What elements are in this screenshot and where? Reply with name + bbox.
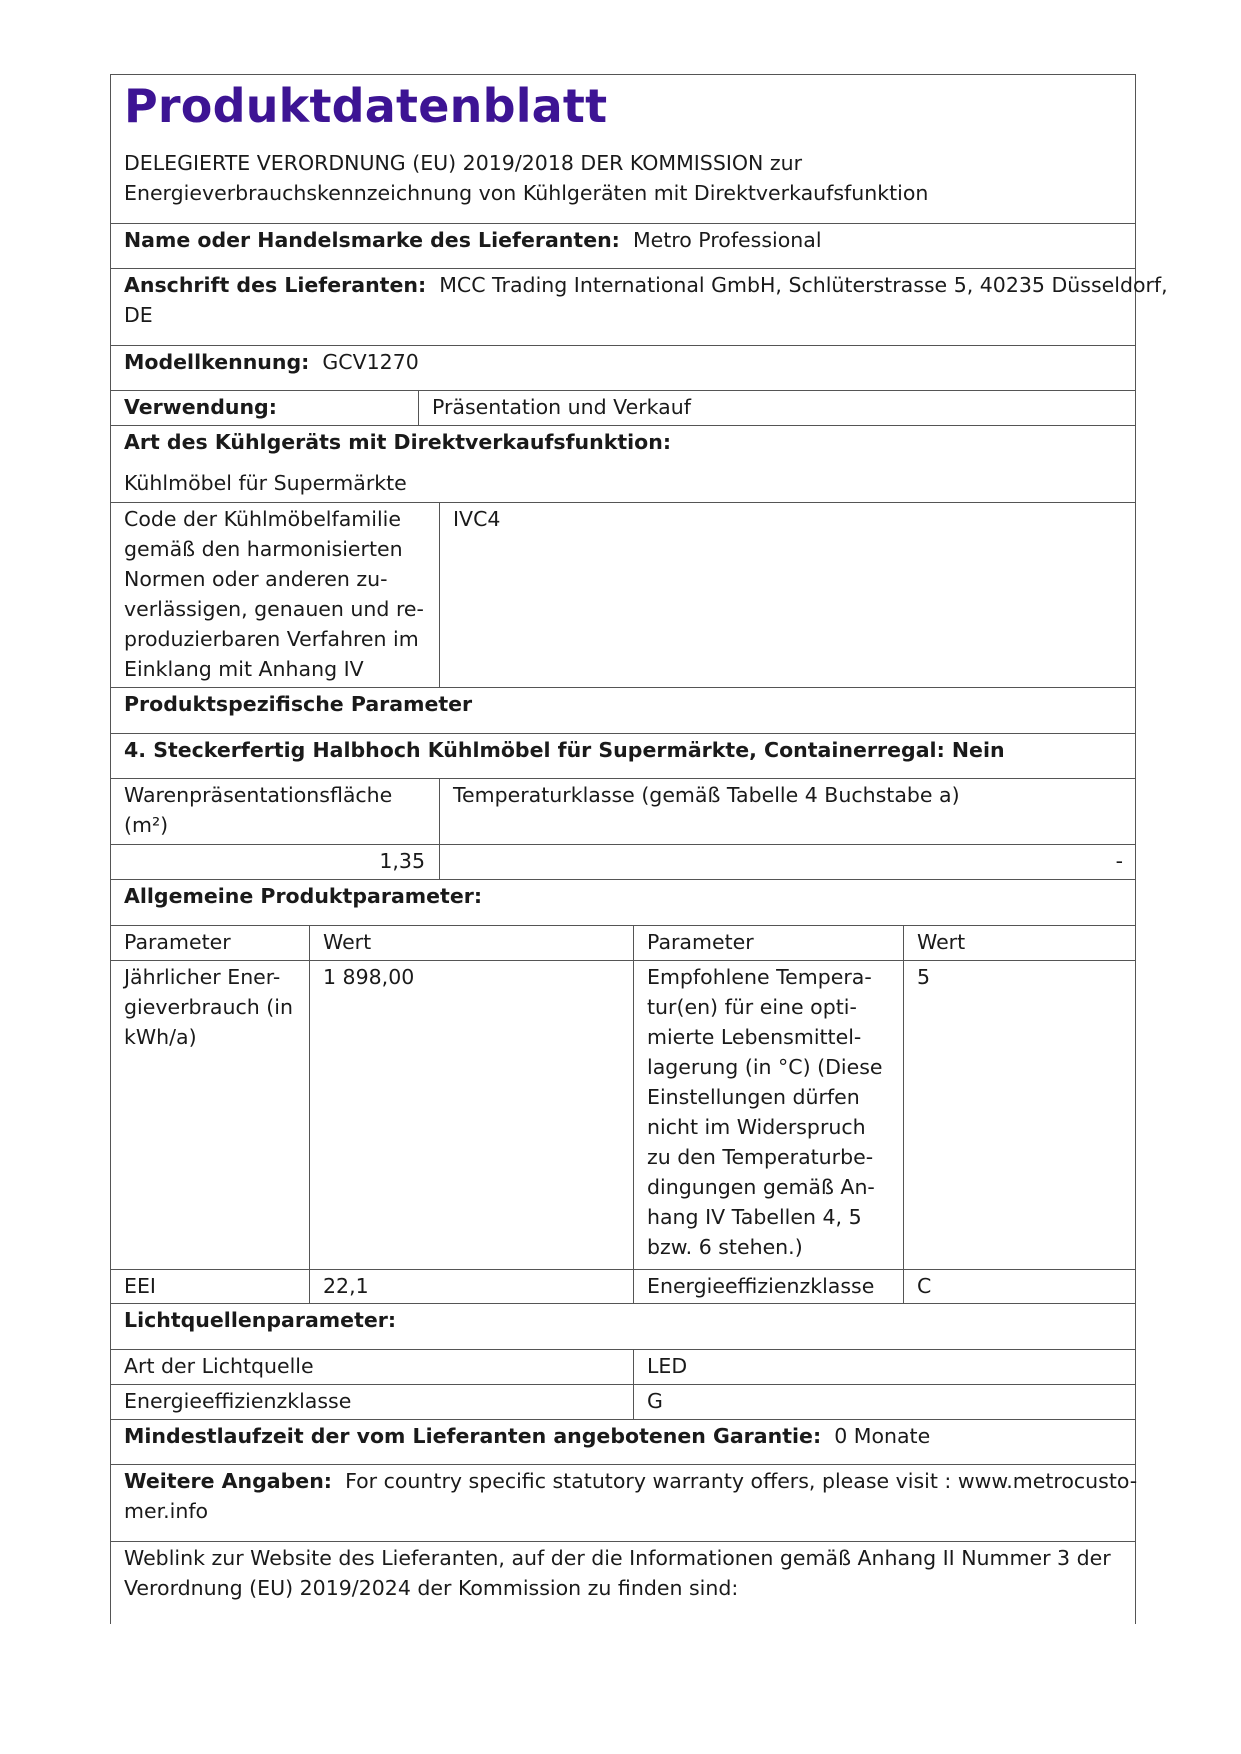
col-header-value-2: Wert [917,930,966,954]
supplier-address-label: Anschrift des Lieferanten: [124,273,427,297]
rule [110,733,1135,734]
family-code-value: IVC4 [453,507,501,531]
further-info-value: For country specific statutory warranty offers, please visit : www.metrocusto- [345,1469,1138,1493]
temp-class-value: - [1115,849,1123,873]
weblink-text-cont: Verordnung (EU) 2019/2024 der Kommission zu finden sind: [124,1576,739,1600]
energy-label-line: gieverbrauch (in [124,995,293,1019]
col-header-value: Wert [323,930,372,954]
family-code-label [124,504,430,684]
light-type-value: LED [647,1354,688,1378]
model-row [124,347,419,377]
appliance-type-value: Kühlmöbel für Supermärkte [124,471,407,495]
energy-consumption-value: 1 898,00 [323,965,415,989]
supplier-name-row [124,225,822,255]
temp-label-line: mierte Lebensmittel- [647,1025,862,1049]
rule [110,1269,1135,1270]
temp-label-line: bzw. 6 stehen.) [647,1235,803,1259]
divider [633,925,634,1303]
family-code-label-line: Einklang mit Anhang IV [124,657,364,681]
light-type-label: Art der Lichtquelle [124,1354,314,1378]
temp-label-line: lagerung (in °C) (Diese [647,1055,883,1079]
display-area-label-cont: (m²) [124,813,169,837]
temp-label-line: zu den Temperaturbe- [647,1145,874,1169]
category-heading: 4. Steckerfertig Halbhoch Kühlmöbel für Supermärkte, Containerregal: Nein [124,738,1005,762]
temp-label-line: Empfohlene Tempera- [647,965,872,989]
usage-value: Präsentation und Verkauf [432,395,691,419]
warranty-row [124,1421,930,1451]
col-header-parameter-2: Parameter [647,930,754,954]
rule [110,925,1135,926]
appliance-type-label: Art des Kühlgeräts mit Direktverkaufsfunktion: [124,430,672,454]
weblink-text: Weblink zur Website des Lieferanten, auf der die Informationen gemäß Anhang II Nummer 3 der [124,1546,1111,1570]
light-class-value: G [647,1389,663,1413]
col-header-parameter: Parameter [124,930,231,954]
further-info-row [124,1466,1137,1496]
rule [110,1384,1135,1385]
family-code-label-line: gemäß den harmonisierten [124,537,403,561]
eei-value: 22,1 [323,1274,369,1298]
rule [110,879,1135,880]
divider [418,390,419,425]
energy-class-value: C [917,1274,932,1298]
sheet-border-right [1135,74,1136,1624]
family-code-label-line: Normen oder anderen zu- [124,567,388,591]
supplier-address-value: MCC Trading International GmbH, Schlüterstrasse 5, 40235 Düsseldorf, [439,273,1168,297]
rule [110,960,1135,961]
rule [110,390,1135,391]
display-area-value: 1,35 [379,849,425,873]
temp-label-line: hang IV Tabellen 4, 5 [647,1205,862,1229]
model-value: GCV1270 [322,350,419,374]
display-area-label: Warenpräsentationsfläche [124,783,393,807]
rule [110,778,1135,779]
divider [309,925,310,1303]
warranty-value: 0 Monate [834,1424,931,1448]
temp-label-line: tur(en) für eine opti- [647,995,857,1019]
further-info-label: Weitere Angaben: [124,1469,333,1493]
regulation-text: Energieverbrauchskennzeichnung von Kühlgeräten mit Direktverkaufsfunktion [124,181,929,205]
eei-label: EEI [124,1274,156,1298]
further-info-value-cont: mer.info [124,1499,209,1523]
energy-label-line: Jährlicher Ener- [124,965,281,989]
rule [110,1464,1135,1465]
rule [110,425,1135,426]
supplier-address-row [124,270,1168,300]
family-code-label-line: Code der Kühlmöbelfamilie [124,507,401,531]
temp-label-line: nicht im Widerspruch [647,1115,866,1139]
supplier-name-label: Name oder Handelsmarke des Lieferanten: [124,228,620,252]
rule [110,1541,1135,1542]
divider [903,925,904,1303]
rule [110,1303,1135,1304]
rule [110,844,1135,845]
divider [439,502,440,687]
rule [110,74,1135,75]
rule [110,1419,1135,1420]
product-params-heading: Produktspezifische Parameter [124,692,473,716]
temp-class-label: Temperaturklasse (gemäß Tabelle 4 Buchstabe a) [453,783,960,807]
model-label: Modellkennung: [124,350,310,374]
general-params-heading: Allgemeine Produktparameter: [124,884,483,908]
temp-label-line: Einstellungen dürfen [647,1085,860,1109]
light-params-heading: Lichtquellenparameter: [124,1308,397,1332]
family-code-label-line: verlässigen, genauen und re- [124,597,424,621]
regulation-text: DELEGIERTE VERORDNUNG (EU) 2019/2018 DER KOMMISSION zur [124,151,803,175]
rule [110,345,1135,346]
energy-label-line: kWh/a) [124,1025,197,1049]
divider [633,1349,634,1419]
energy-consumption-label [124,962,293,1052]
rule [110,687,1135,688]
warranty-label: Mindestlaufzeit der vom Lieferanten angebotenen Garantie: [124,1424,822,1448]
family-code-label-line: produzierbaren Verfahren im [124,627,419,651]
usage-label: Verwendung: [124,395,277,419]
recommended-temp-value: 5 [917,965,931,989]
supplier-name-value: Metro Professional [632,228,822,252]
divider [439,778,440,879]
recommended-temp-label [647,962,883,1262]
rule [110,502,1135,503]
temp-label-line: dingungen gemäß An- [647,1175,875,1199]
light-class-label: Energieeffizienzklasse [124,1389,352,1413]
rule [110,223,1135,224]
page-title: Produktdatenblatt [124,79,608,133]
rule [110,1349,1135,1350]
supplier-address-value-cont: DE [124,303,153,327]
energy-class-label: Energieeffizienzklasse [647,1274,875,1298]
rule [110,268,1135,269]
